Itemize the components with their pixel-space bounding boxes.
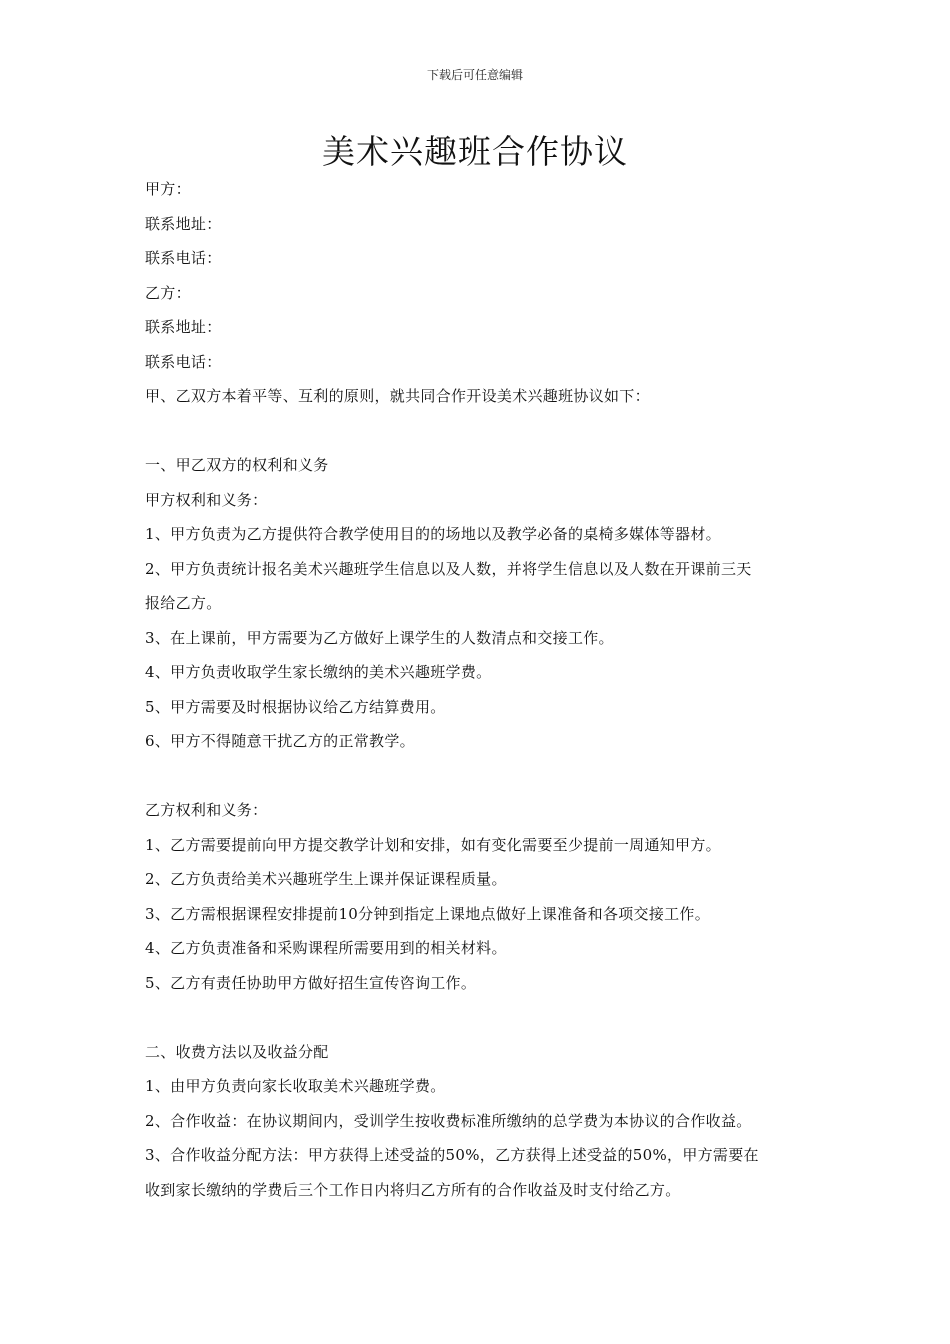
document-title: 美术兴趣班合作协议 (322, 132, 628, 171)
paragraph-line: 6、甲方不得随意干扰乙方的正常教学。 (145, 732, 415, 750)
paragraph-line: 2、合作收益：在协议期间内，受训学生按收费标准所缴纳的总学费为本协议的合作收益。 (145, 1111, 752, 1130)
paragraph-line: 5、乙方有责任协助甲方做好招生宣传咨询工作。 (145, 973, 477, 992)
paragraph-line: 3、乙方需根据课程安排提前10分钟到指定上课地点做好上课准备和各项交接工作。 (145, 904, 711, 923)
paragraph-line: 联系电话： (145, 352, 222, 371)
paragraph-line: 甲、乙双方本着平等、互利的原则，就共同合作开设美术兴趣班协议如下： (145, 387, 650, 405)
paragraph-line: 甲方权利和义务： (145, 490, 268, 509)
paragraph-line: 报给乙方。 (145, 594, 222, 612)
paragraph-line: 1、甲方负责为乙方提供符合教学使用目的的场地以及教学必备的桌椅多媒体等器材。 (145, 525, 721, 543)
paragraph-line: 3、合作收益分配方法：甲方获得上述受益的50%，乙方获得上述受益的50%，甲方需要在 (145, 1146, 759, 1164)
paragraph-line: 2、乙方负责给美术兴趣班学生上课并保证课程质量。 (145, 870, 507, 888)
page-header-note: 下载后可任意编辑 (426, 68, 523, 82)
paragraph-line: 联系地址： (145, 318, 222, 336)
paragraph-line: 4、乙方负责准备和采购课程所需要用到的相关材料。 (145, 939, 507, 957)
paragraph-line: 二、收费方法以及收益分配 (145, 1042, 329, 1061)
paragraph-line: 5、甲方需要及时根据协议给乙方结算费用。 (145, 697, 446, 716)
document-body (145, 172, 815, 1207)
paragraph-line: 3、在上课前，甲方需要为乙方做好上课学生的人数清点和交接工作。 (145, 628, 614, 647)
blank-line (145, 1000, 815, 1035)
blank-line (145, 414, 815, 449)
paragraph-line: 一、甲乙双方的权利和义务 (145, 456, 329, 474)
paragraph-line: 乙方权利和义务： (145, 801, 268, 819)
paragraph-line: 2、甲方负责统计报名美术兴趣班学生信息以及人数，并将学生信息以及人数在开课前三天 (145, 559, 752, 578)
paragraph-line: 收到家长缴纳的学费后三个工作日内将归乙方所有的合作收益及时支付给乙方。 (145, 1180, 681, 1199)
paragraph-line: 联系电话： (145, 249, 222, 267)
paragraph-line: 1、乙方需要提前向甲方提交教学计划和安排，如有变化需要至少提前一周通知甲方。 (145, 835, 721, 854)
paragraph-line: 4、甲方负责收取学生家长缴纳的美术兴趣班学费。 (145, 663, 492, 681)
paragraph-line: 乙方： (145, 283, 191, 302)
paragraph-line: 甲方： (145, 180, 191, 198)
blank-line (145, 759, 815, 794)
paragraph-line: 联系地址： (145, 214, 222, 233)
paragraph-line: 1、由甲方负责向家长收取美术兴趣班学费。 (145, 1077, 446, 1095)
